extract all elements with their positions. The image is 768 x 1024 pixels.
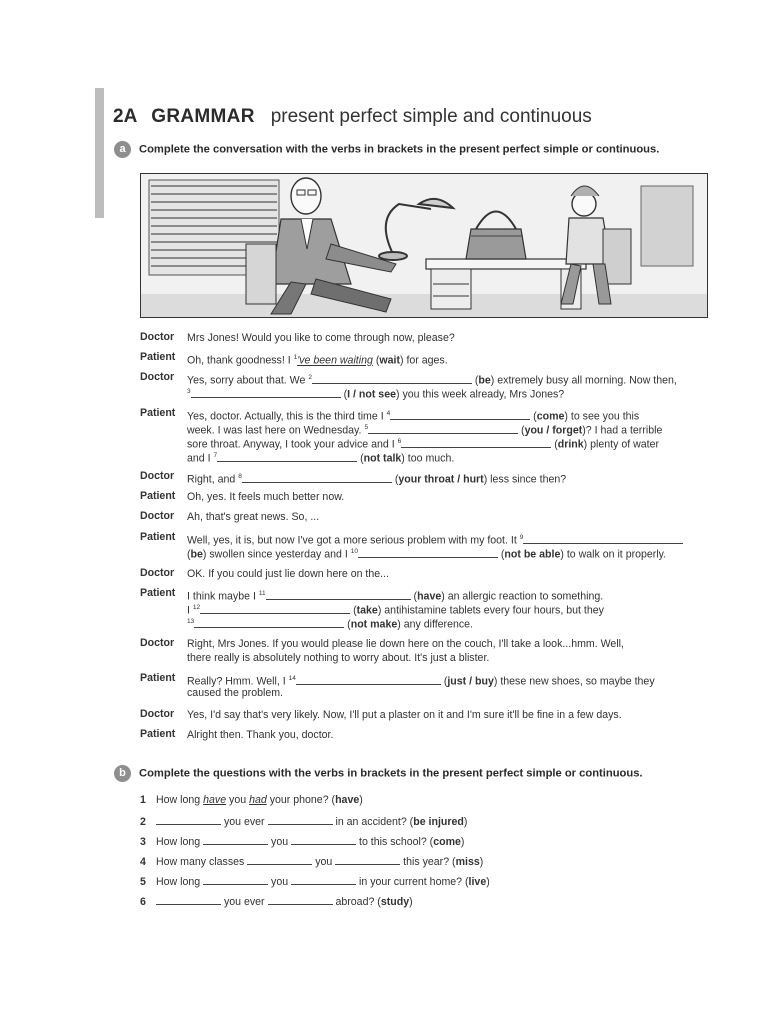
verb-prompt: come [433, 836, 461, 848]
text-run: ( [471, 374, 479, 387]
verb-prompt: just / buy [447, 675, 494, 688]
text-run: ( [410, 590, 418, 603]
instruction-b-text: Complete the questions with the verbs in brackets in the present perfect simple or continuous. [139, 767, 643, 780]
text-run: ) antihistamine tablets every four hours, but they [377, 604, 604, 617]
question-number: 3 [140, 836, 146, 848]
dialogue-line [187, 510, 319, 524]
speaker-label: Doctor [140, 708, 175, 720]
dialogue-line [187, 708, 622, 722]
text-run: ) to see you this [564, 410, 640, 423]
text-run: ( [391, 473, 399, 486]
verb-prompt: be injured [413, 816, 464, 828]
dialogue-line [187, 545, 666, 562]
page-edge-bar [95, 88, 104, 218]
speaker-label: Patient [140, 407, 176, 419]
unit-code: 2A [113, 106, 138, 127]
text-run: How long [156, 794, 204, 806]
text-run: How long [156, 836, 204, 848]
text-run: Oh, yes. It feels much better now. [187, 491, 345, 503]
verb-prompt: drink [557, 438, 584, 451]
text-run: Mrs Jones! Would you like to come through now, please? [187, 332, 455, 344]
text-run: ) swollen since yesterday and I [202, 548, 351, 561]
text-run: ) less since then? [483, 473, 567, 486]
text-run: Yes, doctor. Actually, this is the third time I [187, 410, 387, 423]
text-run: Right, and [187, 473, 239, 486]
question-item [140, 814, 467, 828]
section-category: GRAMMAR [151, 106, 255, 127]
text-run: ( [551, 438, 558, 451]
question-item [140, 854, 483, 868]
dialogue-line [187, 651, 489, 665]
answer-blank[interactable] [268, 894, 333, 905]
text-run: ( [187, 548, 191, 561]
gap-number: 1 [293, 354, 298, 361]
text-run: this year? ( [400, 856, 456, 868]
answer-blank[interactable] [390, 409, 530, 420]
verb-prompt: wait [379, 354, 400, 367]
text-run: ) plenty of water [583, 438, 660, 451]
question-number: 6 [140, 896, 146, 908]
gap-number: 12 [192, 604, 201, 611]
text-run: ( [530, 410, 537, 423]
dialogue-line [187, 490, 344, 504]
answer-blank[interactable] [242, 472, 392, 483]
text-run: ( [372, 354, 380, 367]
answer-blank[interactable] [247, 854, 312, 865]
gap-number: 10 [350, 548, 358, 555]
text-run: and I [187, 452, 214, 465]
text-run: I [187, 604, 193, 617]
dialogue-line [187, 615, 473, 632]
text-run: week. I was last here on Wednesday. [187, 424, 365, 437]
text-run: Right, Mrs Jones. If you would please lie down here on the couch, I'll take a look...hmm. Well, [187, 638, 624, 650]
exercise-badge-b: b [114, 765, 131, 782]
gap-number: 11 [258, 590, 266, 597]
text-run: ( [440, 675, 448, 688]
text-run: ) you this week already, Mrs Jones? [395, 388, 565, 401]
text-run: in an accident? ( [332, 816, 414, 828]
text-run: in your current home? ( [356, 876, 469, 888]
question-item [140, 834, 464, 848]
answer-blank[interactable] [268, 814, 333, 825]
text-run: ) these new shoes, so maybe they [493, 675, 655, 688]
text-run: you [312, 856, 336, 868]
answer-blank[interactable] [203, 834, 268, 845]
answer-blank[interactable] [312, 373, 472, 384]
dialogue-line [187, 728, 333, 742]
text-run: ( [497, 548, 505, 561]
verb-prompt: be [190, 548, 203, 561]
text-run: ( [357, 452, 364, 465]
verb-prompt: have [335, 794, 360, 806]
speaker-label: Doctor [140, 331, 175, 343]
verb-prompt: study [380, 896, 410, 908]
verb-prompt: I / not see [347, 388, 396, 401]
text-run: )? I had a terrible [582, 424, 663, 437]
text-run: ( [344, 618, 351, 631]
text-run: ) [409, 896, 413, 908]
text-run: OK. If you could just lie down here on the... [187, 568, 389, 580]
instruction-a [114, 141, 659, 158]
text-run: you [268, 836, 292, 848]
gap-number: 8 [238, 473, 242, 480]
text-run: sore throat. Anyway, I took your advice and I [187, 438, 398, 451]
instruction-a-text: Complete the conversation with the verbs in brackets in the present perfect simple or continuous. [139, 143, 660, 156]
answer-blank[interactable] [156, 894, 221, 905]
text-run: you [268, 876, 292, 888]
answer-blank[interactable] [191, 387, 341, 398]
dialogue-line [187, 637, 624, 651]
answer-blank[interactable] [203, 874, 268, 885]
text-run: ) [486, 876, 490, 888]
text-run: ) [460, 836, 465, 848]
speaker-label: Doctor [140, 371, 175, 383]
text-run: caused the problem. [187, 687, 283, 699]
speaker-label: Patient [140, 531, 176, 543]
patient-icon [561, 186, 631, 304]
answer-blank[interactable] [335, 854, 400, 865]
verb-prompt: not make [350, 618, 398, 631]
speaker-label: Patient [140, 672, 176, 684]
grammar-topic: present perfect simple and continuous [270, 106, 592, 127]
dialogue-line [187, 470, 566, 487]
text-run: ) extremely busy all morning. Now then, [490, 374, 677, 387]
text-run: Ah, that's great news. So, ... [187, 511, 320, 523]
instruction-b [114, 765, 643, 782]
gap-number: 13 [187, 618, 195, 625]
verb-prompt: come [536, 410, 565, 423]
text-run: Yes, sorry about that. We [187, 374, 309, 387]
text-run: I think maybe I [187, 590, 259, 603]
speaker-label: Patient [140, 728, 176, 740]
speaker-label: Patient [140, 351, 176, 363]
verb-prompt: have [417, 590, 442, 603]
speaker-label: Doctor [140, 637, 175, 649]
dialogue-line [187, 449, 454, 466]
gap-number: 14 [288, 675, 296, 682]
text-run: Well, yes, it is, but now I've got a more serious problem with my foot. It [187, 534, 520, 547]
verb-prompt: miss [455, 856, 480, 868]
answer-blank[interactable] [358, 547, 498, 558]
text-run: you [226, 794, 250, 806]
speaker-label: Doctor [140, 470, 175, 482]
page-title [113, 106, 592, 128]
text-run: ) an allergic reaction to something. [441, 590, 604, 603]
text-run: Yes, I'd say that's very likely. Now, I'll put a plaster on it and I'm sure it'll be fine in a few days. [187, 709, 622, 721]
gap-number: 5 [364, 424, 369, 431]
dialogue-line [187, 351, 448, 368]
handbag-icon [466, 212, 526, 260]
question-item [140, 794, 363, 806]
dialogue-line [187, 331, 455, 345]
speaker-label: Doctor [140, 567, 175, 579]
verb-prompt: live [468, 876, 487, 888]
text-run: Really? Hmm. Well, I [187, 675, 289, 688]
text-run: ) [463, 816, 468, 828]
gap-number: 7 [213, 452, 218, 459]
verb-prompt: not be able [504, 548, 561, 561]
question-item [140, 874, 490, 888]
text-run: ) to walk on it properly. [560, 548, 667, 561]
example-answer: 've been waiting [297, 354, 373, 367]
text-run: ) too much. [401, 452, 455, 465]
verb-prompt: your throat / hurt [398, 473, 484, 486]
text-run: abroad? ( [332, 896, 381, 908]
text-run: ) any difference. [397, 618, 474, 631]
gap-number: 2 [308, 374, 312, 381]
text-run: Alright then. Thank you, doctor. [187, 729, 334, 741]
answer-blank[interactable] [156, 814, 221, 825]
answer-blank[interactable] [523, 533, 683, 544]
text-run: ) for ages. [399, 354, 448, 367]
gap-number: 3 [187, 388, 191, 395]
verb-prompt: be [478, 374, 491, 387]
answer-blank[interactable] [291, 834, 356, 845]
text-run: ) [479, 856, 484, 868]
question-item [140, 894, 413, 908]
verb-prompt: not talk [363, 452, 402, 465]
text-run: you ever [221, 896, 268, 908]
text-run: ( [340, 388, 348, 401]
text-run: How long [156, 876, 204, 888]
text-run: ( [518, 424, 525, 437]
question-number: 1 [140, 794, 146, 806]
dialogue-line [187, 686, 283, 700]
answer-blank[interactable] [200, 603, 350, 614]
gap-number: 4 [386, 410, 391, 417]
answer-blank[interactable] [401, 437, 551, 448]
text-run: there really is absolutely nothing to worry about. It's just a blister. [187, 652, 490, 664]
text-run: Oh, thank goodness! I [187, 354, 294, 367]
answer-blank[interactable] [296, 674, 441, 685]
question-number: 4 [140, 856, 146, 868]
text-run: How many classes [156, 856, 248, 868]
verb-prompt: take [356, 604, 378, 617]
question-number: 2 [140, 816, 146, 828]
example-answer: have [203, 794, 227, 806]
text-run: ) [359, 794, 363, 806]
answer-blank[interactable] [217, 451, 357, 462]
illustration [140, 173, 708, 318]
gap-number: 6 [397, 438, 402, 445]
gap-number: 9 [519, 534, 524, 541]
answer-blank[interactable] [194, 617, 344, 628]
answer-blank[interactable] [368, 423, 518, 434]
answer-blank[interactable] [291, 874, 356, 885]
dialogue-line [187, 385, 564, 402]
exercise-badge-a: a [114, 141, 131, 158]
example-answer: had [249, 794, 267, 806]
speaker-label: Patient [140, 587, 176, 599]
text-run: ( [350, 604, 357, 617]
speaker-label: Doctor [140, 510, 175, 522]
text-run: you ever [221, 816, 268, 828]
dialogue-line [187, 567, 389, 581]
answer-blank[interactable] [266, 589, 411, 600]
doctor-scene-illustration [141, 174, 707, 317]
text-run: your phone? ( [266, 794, 336, 806]
desk-lamp-icon [379, 199, 453, 260]
question-number: 5 [140, 876, 146, 888]
verb-prompt: you / forget [524, 424, 583, 437]
speaker-label: Patient [140, 490, 176, 502]
text-run: to this school? ( [356, 836, 434, 848]
